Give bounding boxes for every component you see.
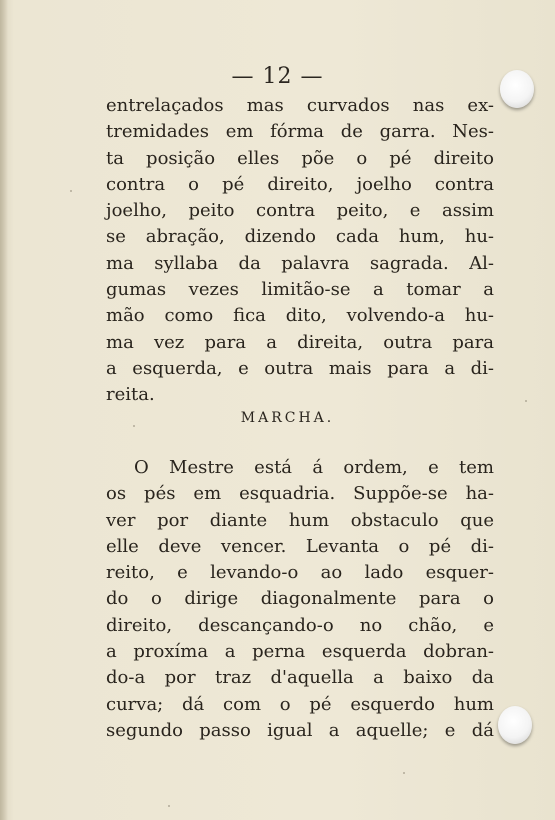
text-line: direito, descançando-o no chão, e <box>106 614 494 636</box>
paper-speck <box>403 772 405 774</box>
text-line: do-a por traz d'aquella a baixo da <box>106 667 494 689</box>
text-line: ta posição elles põe o pé direito <box>106 147 494 169</box>
text-line: a proxíma a perna esquerda dobran- <box>106 641 494 663</box>
text-line: do o dirige diagonalmente para o <box>106 588 494 610</box>
text-line: joelho, peito contra peito, e assim <box>106 200 494 222</box>
text-line: elle deve vencer. Levanta o pé di- <box>106 535 494 557</box>
text-line: gumas vezes limitão-se a tomar a <box>106 279 494 301</box>
text-line: se abração, dizendo cada hum, hu- <box>106 226 494 248</box>
text-line: reita. <box>106 384 155 406</box>
text-line: ver por diante hum obstaculo que <box>106 509 494 531</box>
punch-hole <box>498 706 532 744</box>
text-line: os pés em esquadria. Suppõe-se ha- <box>106 483 494 505</box>
text-line: mão como fica dito, volvendo-a hu- <box>106 305 494 327</box>
text-line: segundo passo igual a aquelle; e dá <box>106 719 494 741</box>
text-line: entrelaçados mas curvados nas ex- <box>106 95 494 116</box>
page-number: — 12 — <box>231 64 324 89</box>
text-line: contra o pé direito, joelho contra <box>106 173 494 195</box>
paragraph-2 <box>106 455 494 744</box>
text-line: curva; dá com o pé esquerdo hum <box>106 693 494 715</box>
text-line: a esquerda, e outra mais para a di- <box>106 357 494 379</box>
paper-speck <box>70 190 72 192</box>
paper-speck <box>525 400 527 402</box>
text-line: tremidades em fórma de garra. Nes- <box>106 121 494 143</box>
paper-speck <box>133 425 135 427</box>
text-line: ma syllaba da palavra sagrada. Al- <box>106 252 494 274</box>
text-line: O Mestre está á ordem, e tem <box>134 457 494 478</box>
section-heading: MARCHA. <box>240 410 335 426</box>
paper-speck <box>168 805 170 807</box>
paragraph-1 <box>106 93 494 409</box>
text-line: ma vez para a direita, outra para <box>106 331 494 353</box>
text-line: reito, e levando-o ao lado esquer- <box>106 562 494 584</box>
